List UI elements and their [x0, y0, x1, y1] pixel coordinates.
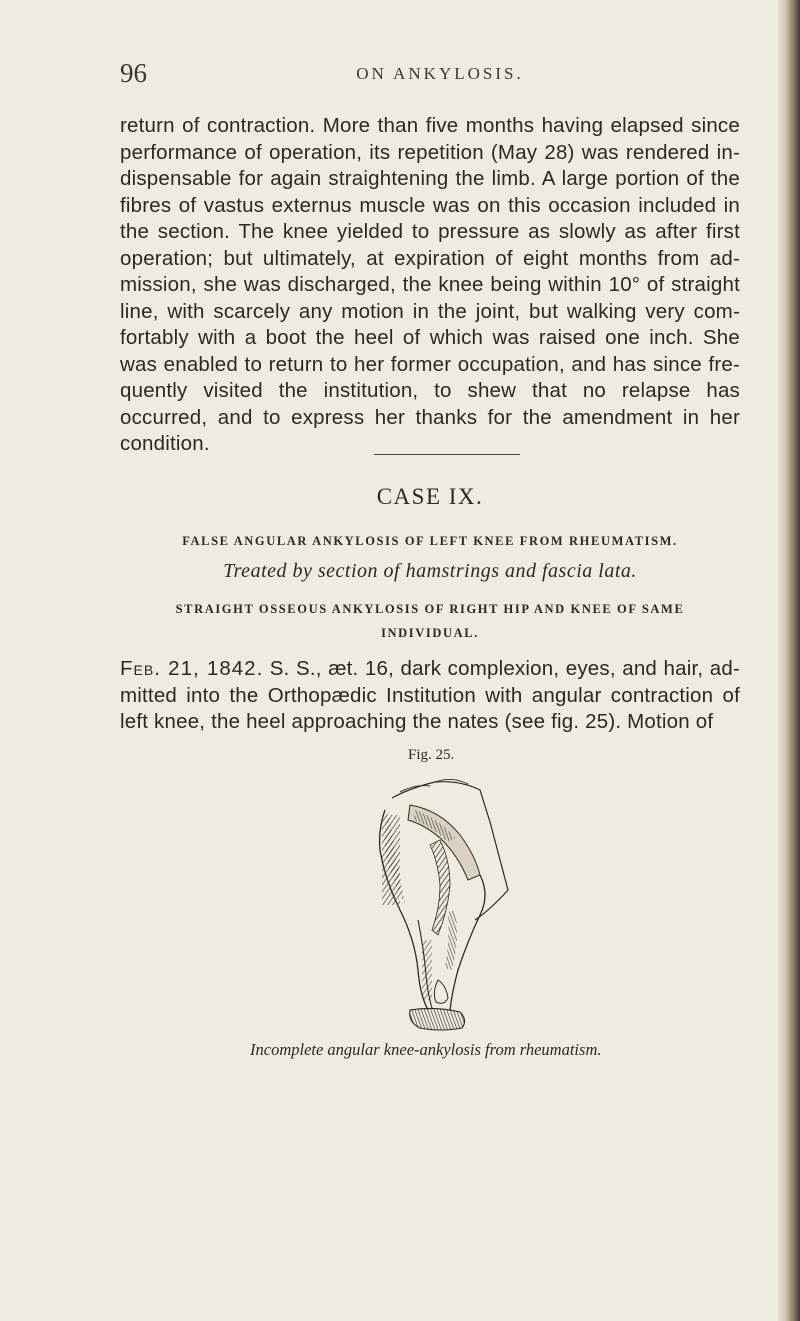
case-title: CASE IX. — [376, 484, 484, 509]
case-paragraph — [120, 656, 740, 736]
running-title: ON ANKYLOSIS. — [356, 64, 524, 83]
engraved-legs-illustration-icon — [340, 770, 540, 1040]
case-date: Feb. 21, 1842. — [120, 657, 264, 680]
case-treatment: Treated by section of hamstrings and fascia lata. — [223, 560, 637, 582]
case-secondary-heading: STRAIGHT OSSEOUS ANKYLOSIS OF RIGHT HIP AND KNEE OF SAME INDIVIDUAL. — [175, 602, 685, 640]
case-paragraph-text: S. S., æt. 16, dark complexion, eyes, and hair, ad-mitted into the Orthopædic Institution with angular contraction of left knee, the heel approaching the nates (see fig. 25). Motion of — [120, 657, 740, 733]
book-spine-edge — [778, 0, 800, 1321]
figure-label: Fig. 25. — [408, 747, 455, 763]
section-divider — [374, 454, 520, 455]
figure-illustration — [340, 770, 540, 1040]
page-number: 96 — [120, 58, 147, 88]
figure-caption: Incomplete angular knee-ankylosis from rheumatism. — [250, 1040, 602, 1059]
paragraph-continuation: return of contraction. More than five months having elapsed since performance of operation, its repetition (May 28) was rendered in-dispensable for again straightening the limb. A large portion of the fibres of vastus externus muscle was on this occasion included in the section. The knee yielded to pressure as slowly as after first operation; but ultimately, at expiration of eight months from ad-mission, she was discharged, the knee being within 10° of straight line, with scarcely any motion in the joint, but walking very com-fortably with a boot the heel of which was raised one inch. She was enabled to return to her former occupation, and has since fre-quently visited the institution, to shew that no relapse has occurred, and to express her thanks for the amendment in her condition. — [120, 114, 740, 455]
case-subtitle: FALSE ANGULAR ANKYLOSIS OF LEFT KNEE FROM RHEUMATISM. — [182, 534, 678, 548]
page-header — [120, 58, 760, 88]
